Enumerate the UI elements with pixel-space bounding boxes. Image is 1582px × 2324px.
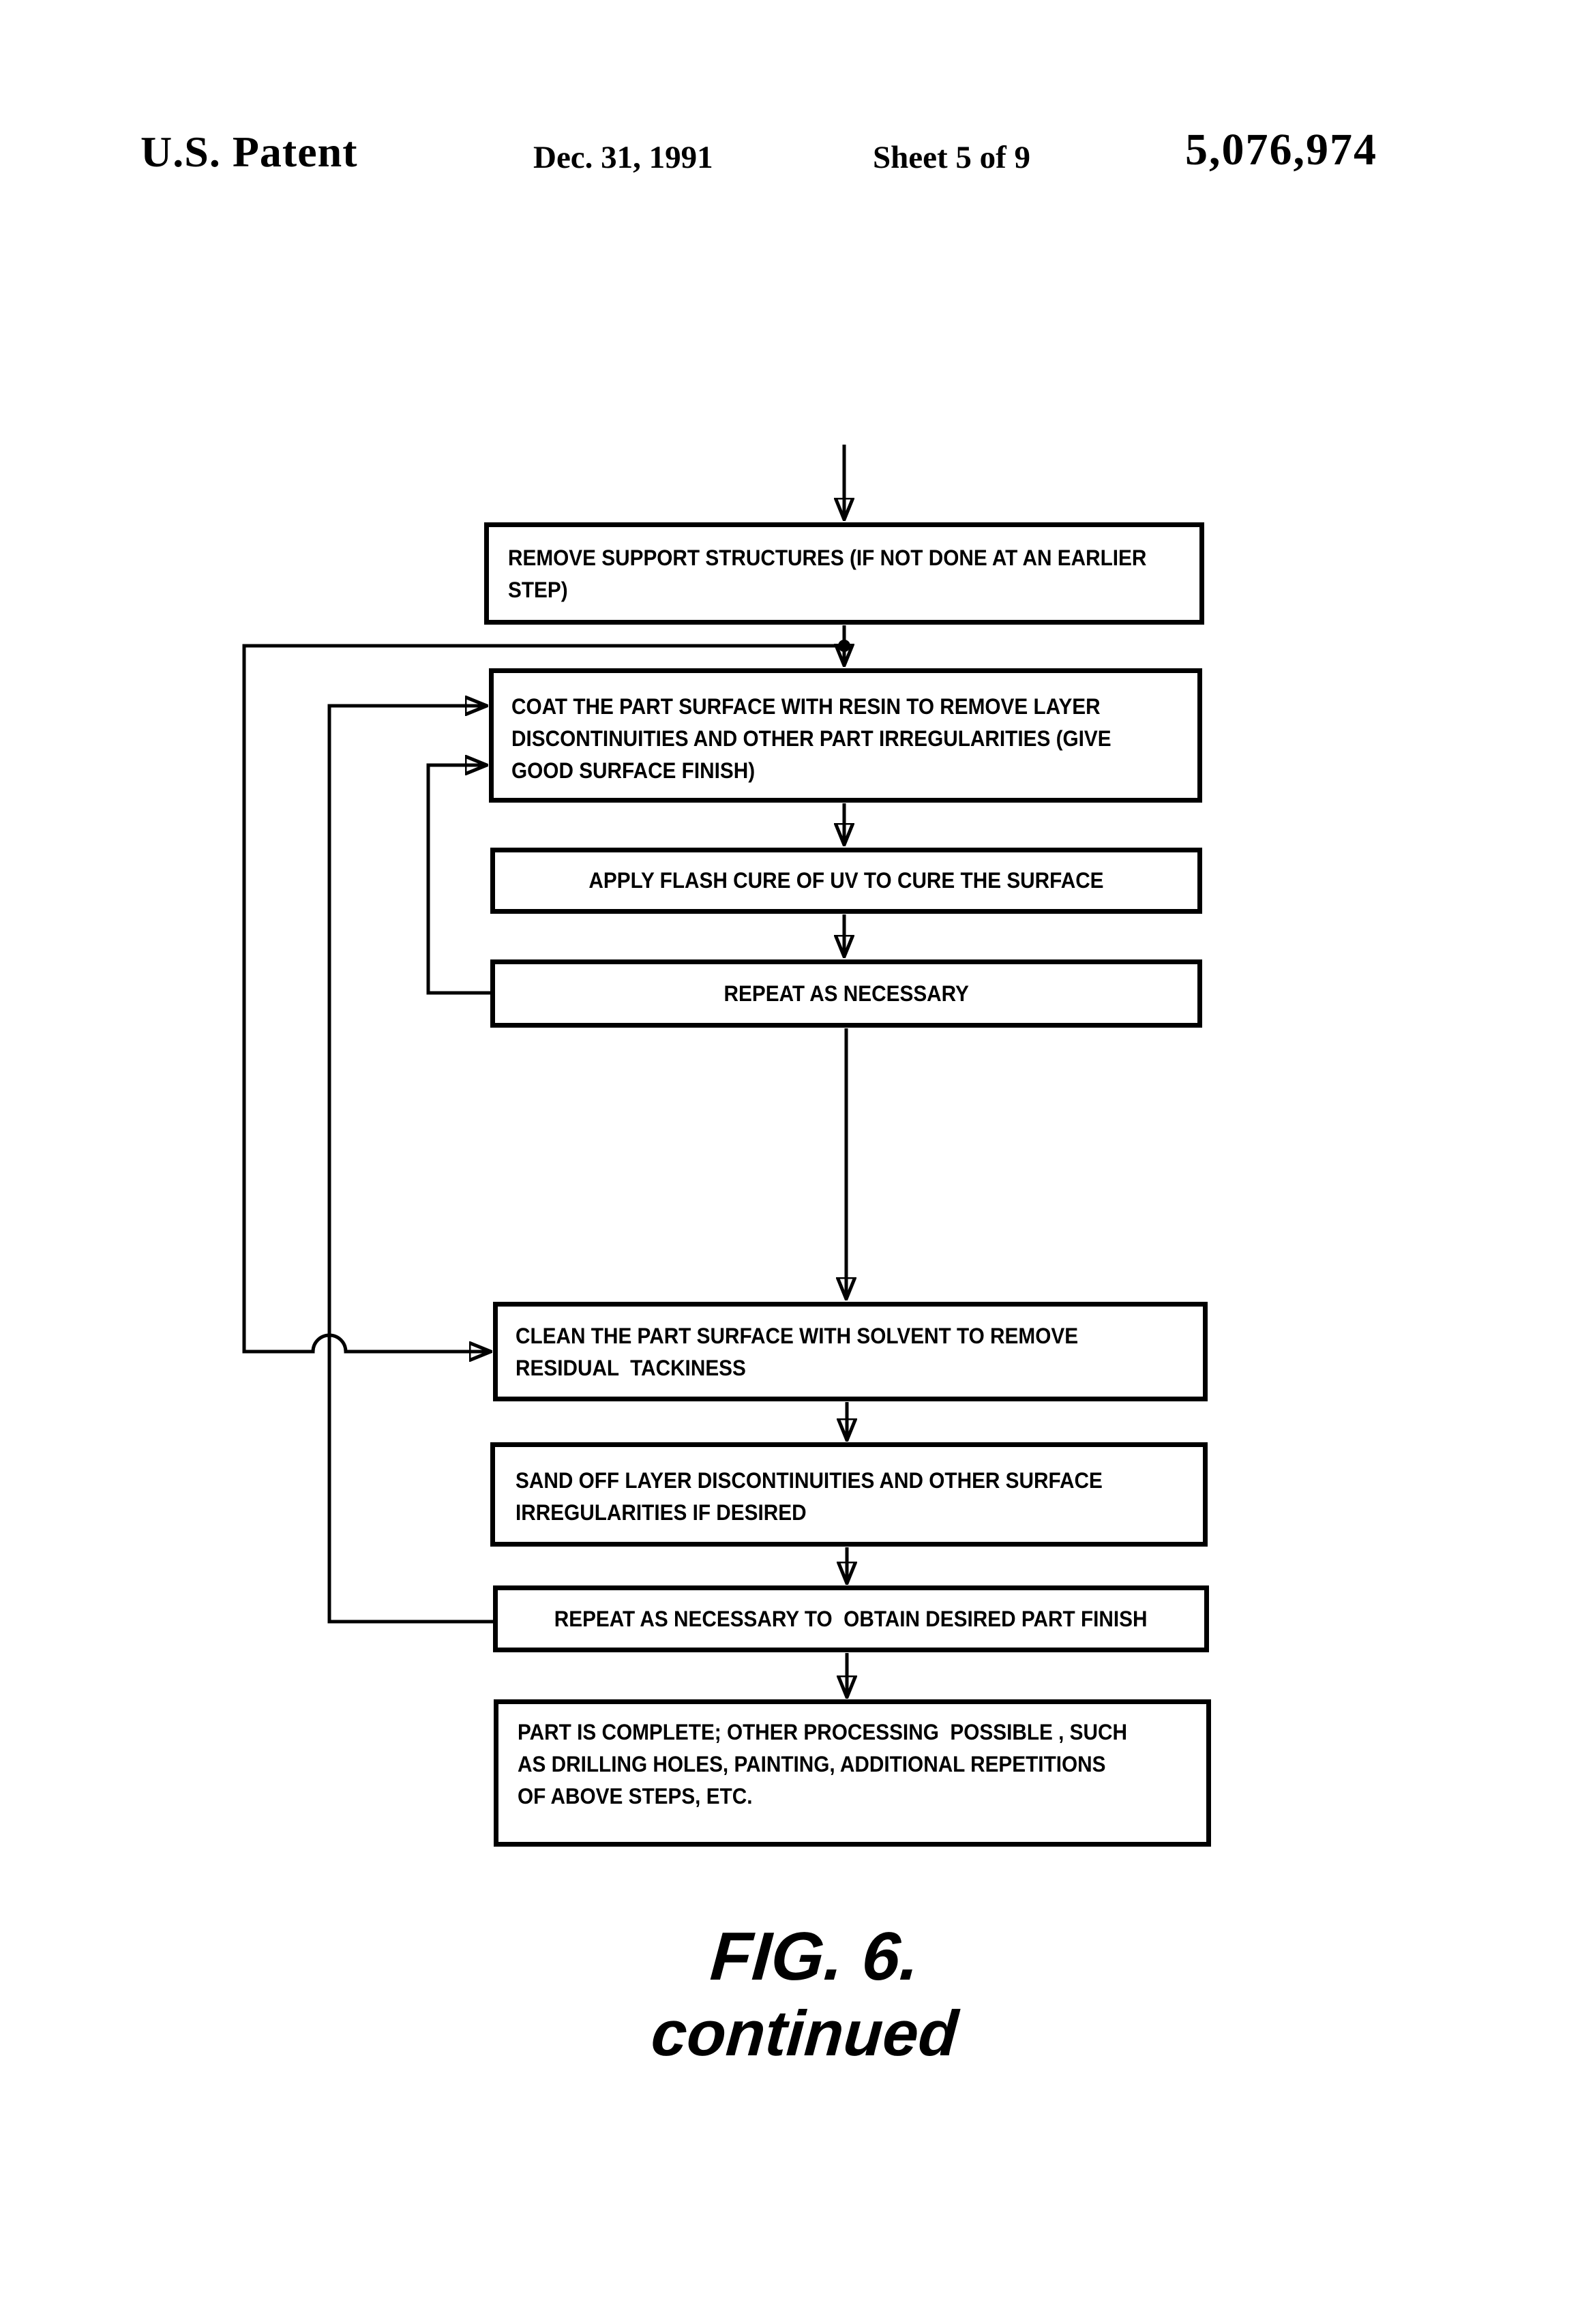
flow-box-repeat-necessary bbox=[490, 959, 1202, 1028]
figure-label: FIG. 6. bbox=[708, 1918, 922, 1995]
flow-box-remove-supports bbox=[484, 522, 1204, 625]
patent-date: Dec. 31, 1991 bbox=[533, 140, 713, 175]
flow-box-coat-surface bbox=[489, 668, 1202, 803]
box-text-line: OF ABOVE STEPS, ETC. bbox=[518, 1784, 753, 1808]
box-text-line: CLEAN THE PART SURFACE WITH SOLVENT TO REMOVE bbox=[516, 1324, 1079, 1348]
box-text-line: PART IS COMPLETE; OTHER PROCESSING POSSIBLE , SUCH bbox=[518, 1720, 1127, 1744]
box-text-line: REMOVE SUPPORT STRUCTURES (IF NOT DONE AT AN EARLIER bbox=[508, 546, 1147, 570]
box-text-line: DISCONTINUITIES AND OTHER PART IRREGULARITIES (GIVE bbox=[511, 726, 1111, 751]
patent-title: U.S. Patent bbox=[140, 128, 358, 176]
junction-dot bbox=[838, 640, 850, 652]
flow-box-sand-off bbox=[490, 1442, 1208, 1547]
box-text-line: RESIDUAL TACKINESS bbox=[516, 1356, 746, 1380]
box-text-line: APPLY FLASH CURE OF UV TO CURE THE SURFACE bbox=[588, 868, 1104, 893]
flow-box-part-complete bbox=[494, 1699, 1211, 1847]
loop-repeatfinish-to-coat bbox=[329, 706, 493, 1622]
box-text-line: REPEAT AS NECESSARY TO OBTAIN DESIRED PART FINISH bbox=[554, 1606, 1148, 1631]
figure-sublabel: continued bbox=[648, 1997, 961, 2069]
box-text-line: STEP) bbox=[508, 578, 568, 602]
patent-number: 5,076,974 bbox=[1185, 125, 1377, 175]
loop-repeat-to-coat bbox=[428, 765, 490, 993]
box-text-line: COAT THE PART SURFACE WITH RESIN TO REMOVE LAYER bbox=[511, 694, 1101, 719]
box-text-line: SAND OFF LAYER DISCONTINUITIES AND OTHER SURFACE bbox=[516, 1468, 1103, 1493]
flow-box-clean-surface bbox=[493, 1302, 1208, 1401]
flow-box-repeat-finish bbox=[493, 1585, 1209, 1652]
flow-box-flash-cure bbox=[490, 848, 1202, 914]
box-text-line: IRREGULARITIES IF DESIRED bbox=[516, 1500, 807, 1525]
box-text-line: REPEAT AS NECESSARY bbox=[723, 981, 969, 1006]
sheet-number: Sheet 5 of 9 bbox=[873, 140, 1031, 175]
box-text-line: GOOD SURFACE FINISH) bbox=[511, 758, 756, 783]
box-text-line: AS DRILLING HOLES, PAINTING, ADDITIONAL REPETITIONS bbox=[518, 1752, 1106, 1776]
